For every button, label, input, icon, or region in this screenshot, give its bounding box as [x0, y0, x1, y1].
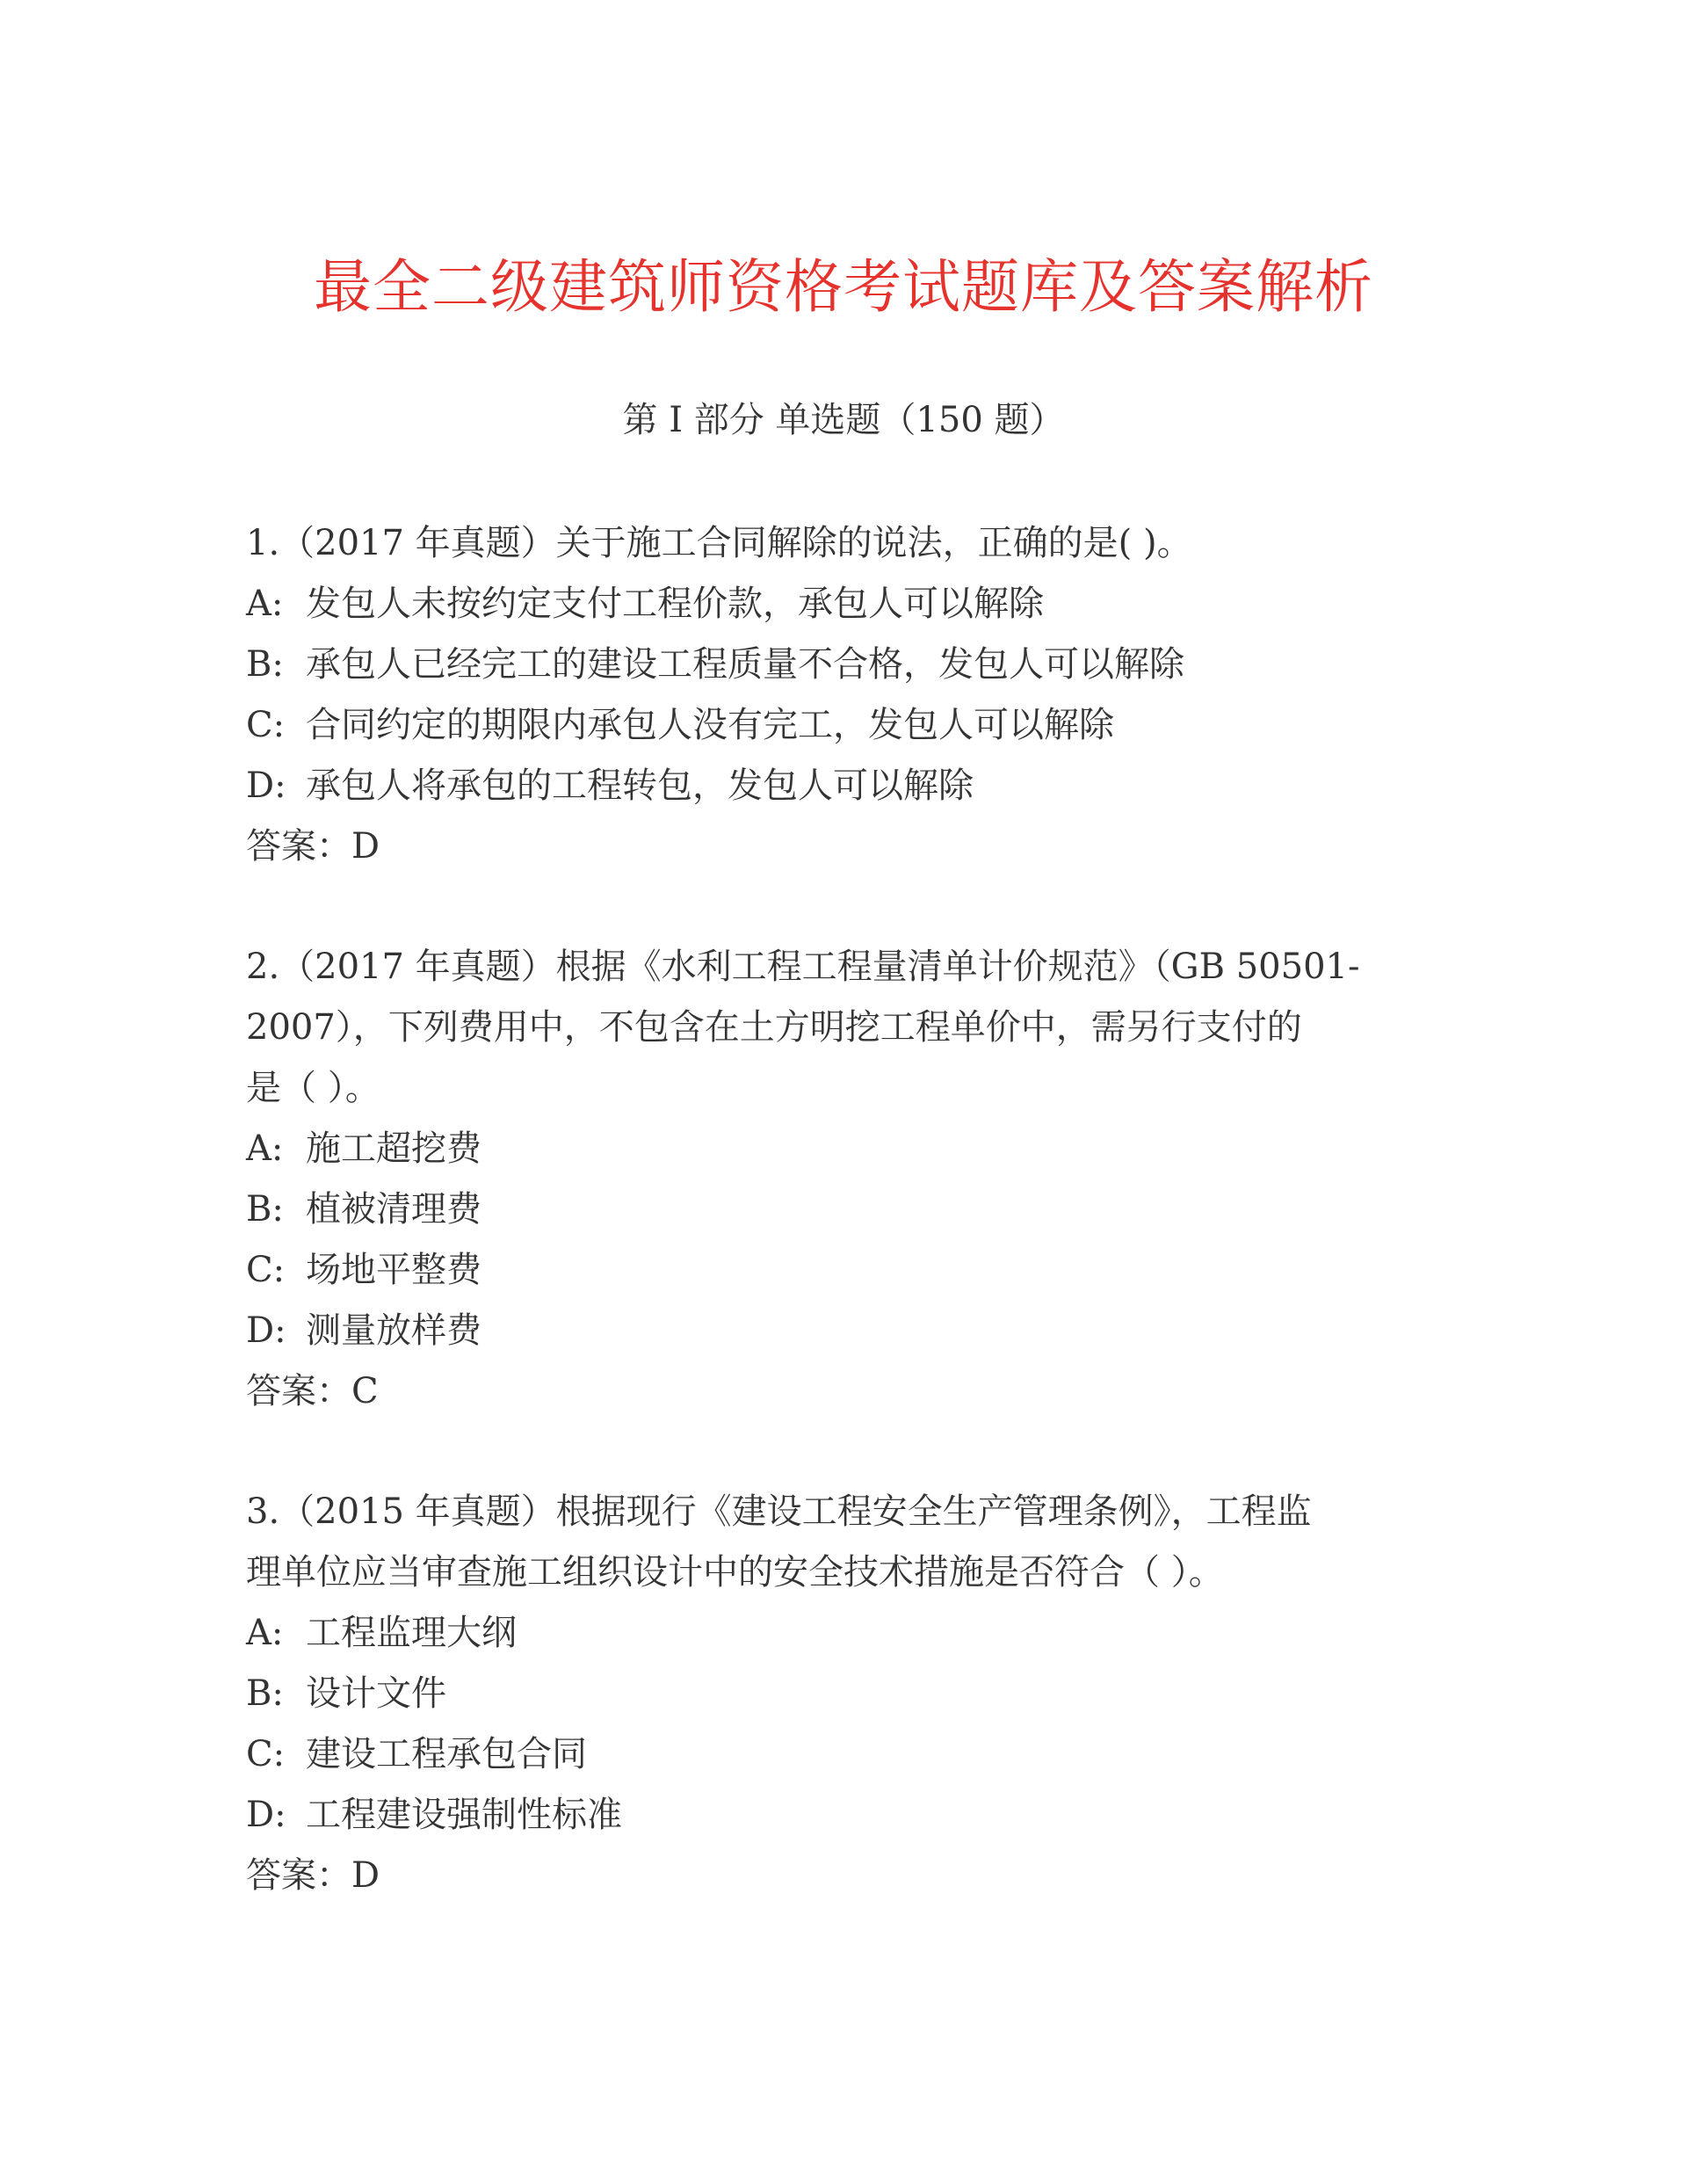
option-b [246, 635, 1441, 695]
option-text: 工程建设强制性标准 [306, 1795, 622, 1835]
option-letter: D: [246, 765, 286, 806]
question-stem: 1.（2017 年真题）关于施工合同解除的说法，正确的是( )。 [246, 523, 1192, 563]
question-stem: 理单位应当审查施工组织设计中的安全技术措施是否符合（ ）。 [246, 1552, 1224, 1593]
option-letter: C: [246, 705, 286, 745]
option-a [246, 1603, 1441, 1664]
section-heading: 第 I 部分 单选题（150 题） [622, 400, 1065, 440]
answer-label: 答案： [246, 1855, 351, 1896]
option-b [246, 1179, 1441, 1240]
option-text: 工程监理大纲 [306, 1613, 517, 1653]
answer-label: 答案： [246, 826, 351, 867]
option-text: 测量放样费 [306, 1310, 481, 1351]
option-text: 施工超挖费 [306, 1128, 481, 1169]
option-a [246, 574, 1441, 635]
option-a [246, 1119, 1441, 1179]
option-d [246, 1785, 1441, 1846]
option-letter: B: [246, 1189, 284, 1230]
question-2 [246, 937, 1441, 1422]
answer-line [246, 1361, 1441, 1422]
question-1 [246, 513, 1441, 877]
option-text: 建设工程承包合同 [306, 1734, 587, 1774]
option-letter: A: [246, 1128, 284, 1169]
question-stem: 是（ ）。 [246, 1068, 380, 1108]
answer-line [246, 1846, 1441, 1906]
option-d [246, 1301, 1441, 1361]
option-d [246, 756, 1441, 816]
question-stem: 3.（2015 年真题）根据现行《建设工程安全生产管理条例》，工程监 [246, 1491, 1312, 1532]
option-text: 合同约定的期限内承包人没有完工，发包人可以解除 [306, 705, 1114, 745]
answer-label: 答案： [246, 1371, 351, 1411]
option-letter: C: [246, 1734, 286, 1774]
option-letter: B: [246, 1673, 284, 1714]
option-text: 场地平整费 [306, 1250, 481, 1290]
option-letter: A: [246, 1613, 284, 1653]
option-text: 发包人未按约定支付工程价款，承包人可以解除 [306, 584, 1044, 624]
question-stem: 2.（2017 年真题）根据《水利工程工程量清单计价规范》（GB 50501- [246, 947, 1360, 987]
document-title: 最全二级建筑师资格考试题库及答案解析 [314, 253, 1373, 321]
option-text: 承包人已经完工的建设工程质量不合格，发包人可以解除 [306, 644, 1184, 685]
option-c [246, 695, 1441, 756]
option-letter: A: [246, 584, 284, 624]
answer-value: D [351, 826, 380, 867]
question-stem: 2007），下列费用中，不包含在土方明挖工程单价中，需另行支付的 [246, 1007, 1302, 1048]
answer-value: D [351, 1855, 380, 1896]
option-text: 植被清理费 [306, 1189, 481, 1230]
option-letter: D: [246, 1310, 286, 1351]
option-letter: D: [246, 1795, 286, 1835]
question-list [246, 513, 1441, 1966]
option-text: 设计文件 [306, 1673, 446, 1714]
answer-line [246, 816, 1441, 877]
option-c [246, 1240, 1441, 1301]
option-letter: C: [246, 1250, 286, 1290]
option-c [246, 1724, 1441, 1785]
option-text: 承包人将承包的工程转包，发包人可以解除 [306, 765, 974, 806]
option-b [246, 1664, 1441, 1724]
option-letter: B: [246, 644, 284, 685]
question-3 [246, 1482, 1441, 1906]
answer-value: C [351, 1371, 379, 1411]
